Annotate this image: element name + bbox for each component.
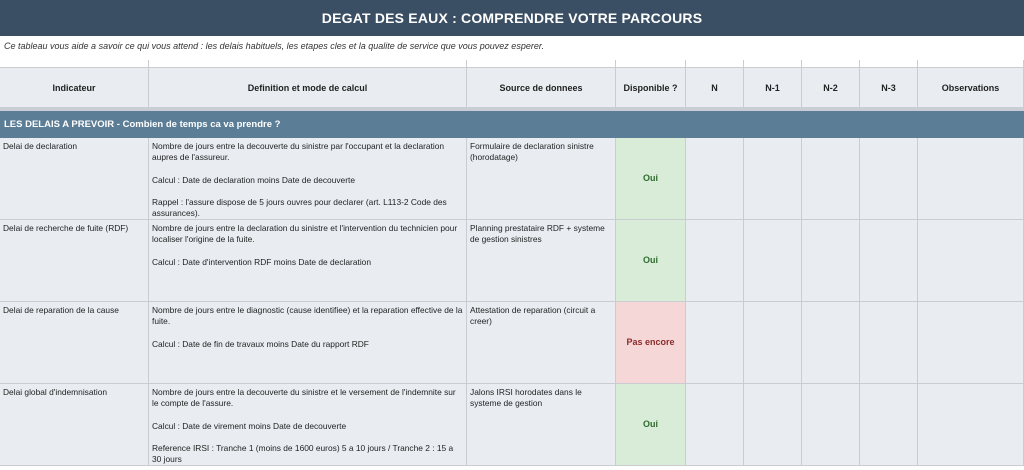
column-header-n-2[interactable]: N-2 <box>802 67 860 107</box>
section-header[interactable]: LES DELAIS A PREVOIR - Combien de temps ca va prendre ? <box>0 111 1024 138</box>
value-cell-n[interactable] <box>686 220 744 302</box>
value-cell-n-3[interactable] <box>860 384 918 466</box>
table-body <box>0 138 1024 466</box>
definition-cell[interactable]: Nombre de jours entre la decouverte du sinistre et le versement de l'indemnite sur le compte de l'assure. Calcul : Date de virement moins Date de decouverte Reference IRSI : Tranche 1 (moins de 1600 euros) 5 a 10 jours / Tranche 2 : 15 a 30 jours <box>149 384 467 466</box>
value-cell-n-2[interactable] <box>802 384 860 466</box>
status-badge[interactable]: Pas encore <box>616 302 686 384</box>
status-badge[interactable]: Oui <box>616 384 686 466</box>
column-header-n-1[interactable]: N-1 <box>744 67 802 107</box>
value-cell-n[interactable] <box>686 138 744 220</box>
status-badge[interactable]: Oui <box>616 138 686 220</box>
source-cell[interactable]: Attestation de reparation (circuit a creer) <box>467 302 616 384</box>
definition-cell[interactable]: Nombre de jours entre la declaration du sinistre et l'intervention du technicien pour localiser l'origine de la fuite. Calcul : Date d'intervention RDF moins Date de declaration <box>149 220 467 302</box>
definition-cell[interactable]: Nombre de jours entre le diagnostic (cause identifiee) et la reparation effective de la fuite. Calcul : Date de fin de travaux moins Date du rapport RDF <box>149 302 467 384</box>
column-header-disponible[interactable]: Disponible ? <box>616 67 686 107</box>
value-cell-n-3[interactable] <box>860 220 918 302</box>
column-header-observations[interactable]: Observations <box>918 67 1024 107</box>
indicator-cell[interactable]: Delai de reparation de la cause <box>0 302 149 384</box>
value-cell-n[interactable] <box>686 384 744 466</box>
spacer-row <box>0 60 1024 67</box>
value-cell-n-3[interactable] <box>860 302 918 384</box>
value-cell-n-3[interactable] <box>860 138 918 220</box>
page-title: DEGAT DES EAUX : COMPRENDRE VOTRE PARCOURS <box>0 0 1024 36</box>
value-cell-n-2[interactable] <box>802 138 860 220</box>
value-cell-n-2[interactable] <box>802 220 860 302</box>
indicator-cell[interactable]: Delai de recherche de fuite (RDF) <box>0 220 149 302</box>
observations-cell[interactable] <box>918 384 1024 466</box>
indicator-cell[interactable]: Delai global d'indemnisation <box>0 384 149 466</box>
column-header-n[interactable]: N <box>686 67 744 107</box>
source-cell[interactable]: Jalons IRSI horodates dans le systeme de gestion <box>467 384 616 466</box>
intro-text: Ce tableau vous aide a savoir ce qui vous attend : les delais habituels, les etapes cles et la qualite de service que vous pouvez esperer. <box>0 36 1024 60</box>
observations-cell[interactable] <box>918 138 1024 220</box>
definition-cell[interactable]: Nombre de jours entre la decouverte du sinistre par l'occupant et la declaration aupres de l'assureur. Calcul : Date de declaration moins Date de decouverte Rappel : l'assure dispose de 5 jours ouvres pour declarer (art. L113-2 Code des assurances). <box>149 138 467 220</box>
value-cell-n-1[interactable] <box>744 302 802 384</box>
column-header-source[interactable]: Source de donnees <box>467 67 616 107</box>
value-cell-n-2[interactable] <box>802 302 860 384</box>
observations-cell[interactable] <box>918 302 1024 384</box>
observations-cell[interactable] <box>918 220 1024 302</box>
value-cell-n-1[interactable] <box>744 220 802 302</box>
source-cell[interactable]: Planning prestataire RDF + systeme de gestion sinistres <box>467 220 616 302</box>
status-badge[interactable]: Oui <box>616 220 686 302</box>
value-cell-n-1[interactable] <box>744 138 802 220</box>
column-header-n-3[interactable]: N-3 <box>860 67 918 107</box>
column-header-indicateur[interactable]: Indicateur <box>0 67 149 107</box>
source-cell[interactable]: Formulaire de declaration sinistre (horodatage) <box>467 138 616 220</box>
value-cell-n[interactable] <box>686 302 744 384</box>
header-row <box>0 67 1024 107</box>
column-header-definition[interactable]: Definition et mode de calcul <box>149 67 467 107</box>
indicator-cell[interactable]: Delai de declaration <box>0 138 149 220</box>
value-cell-n-1[interactable] <box>744 384 802 466</box>
